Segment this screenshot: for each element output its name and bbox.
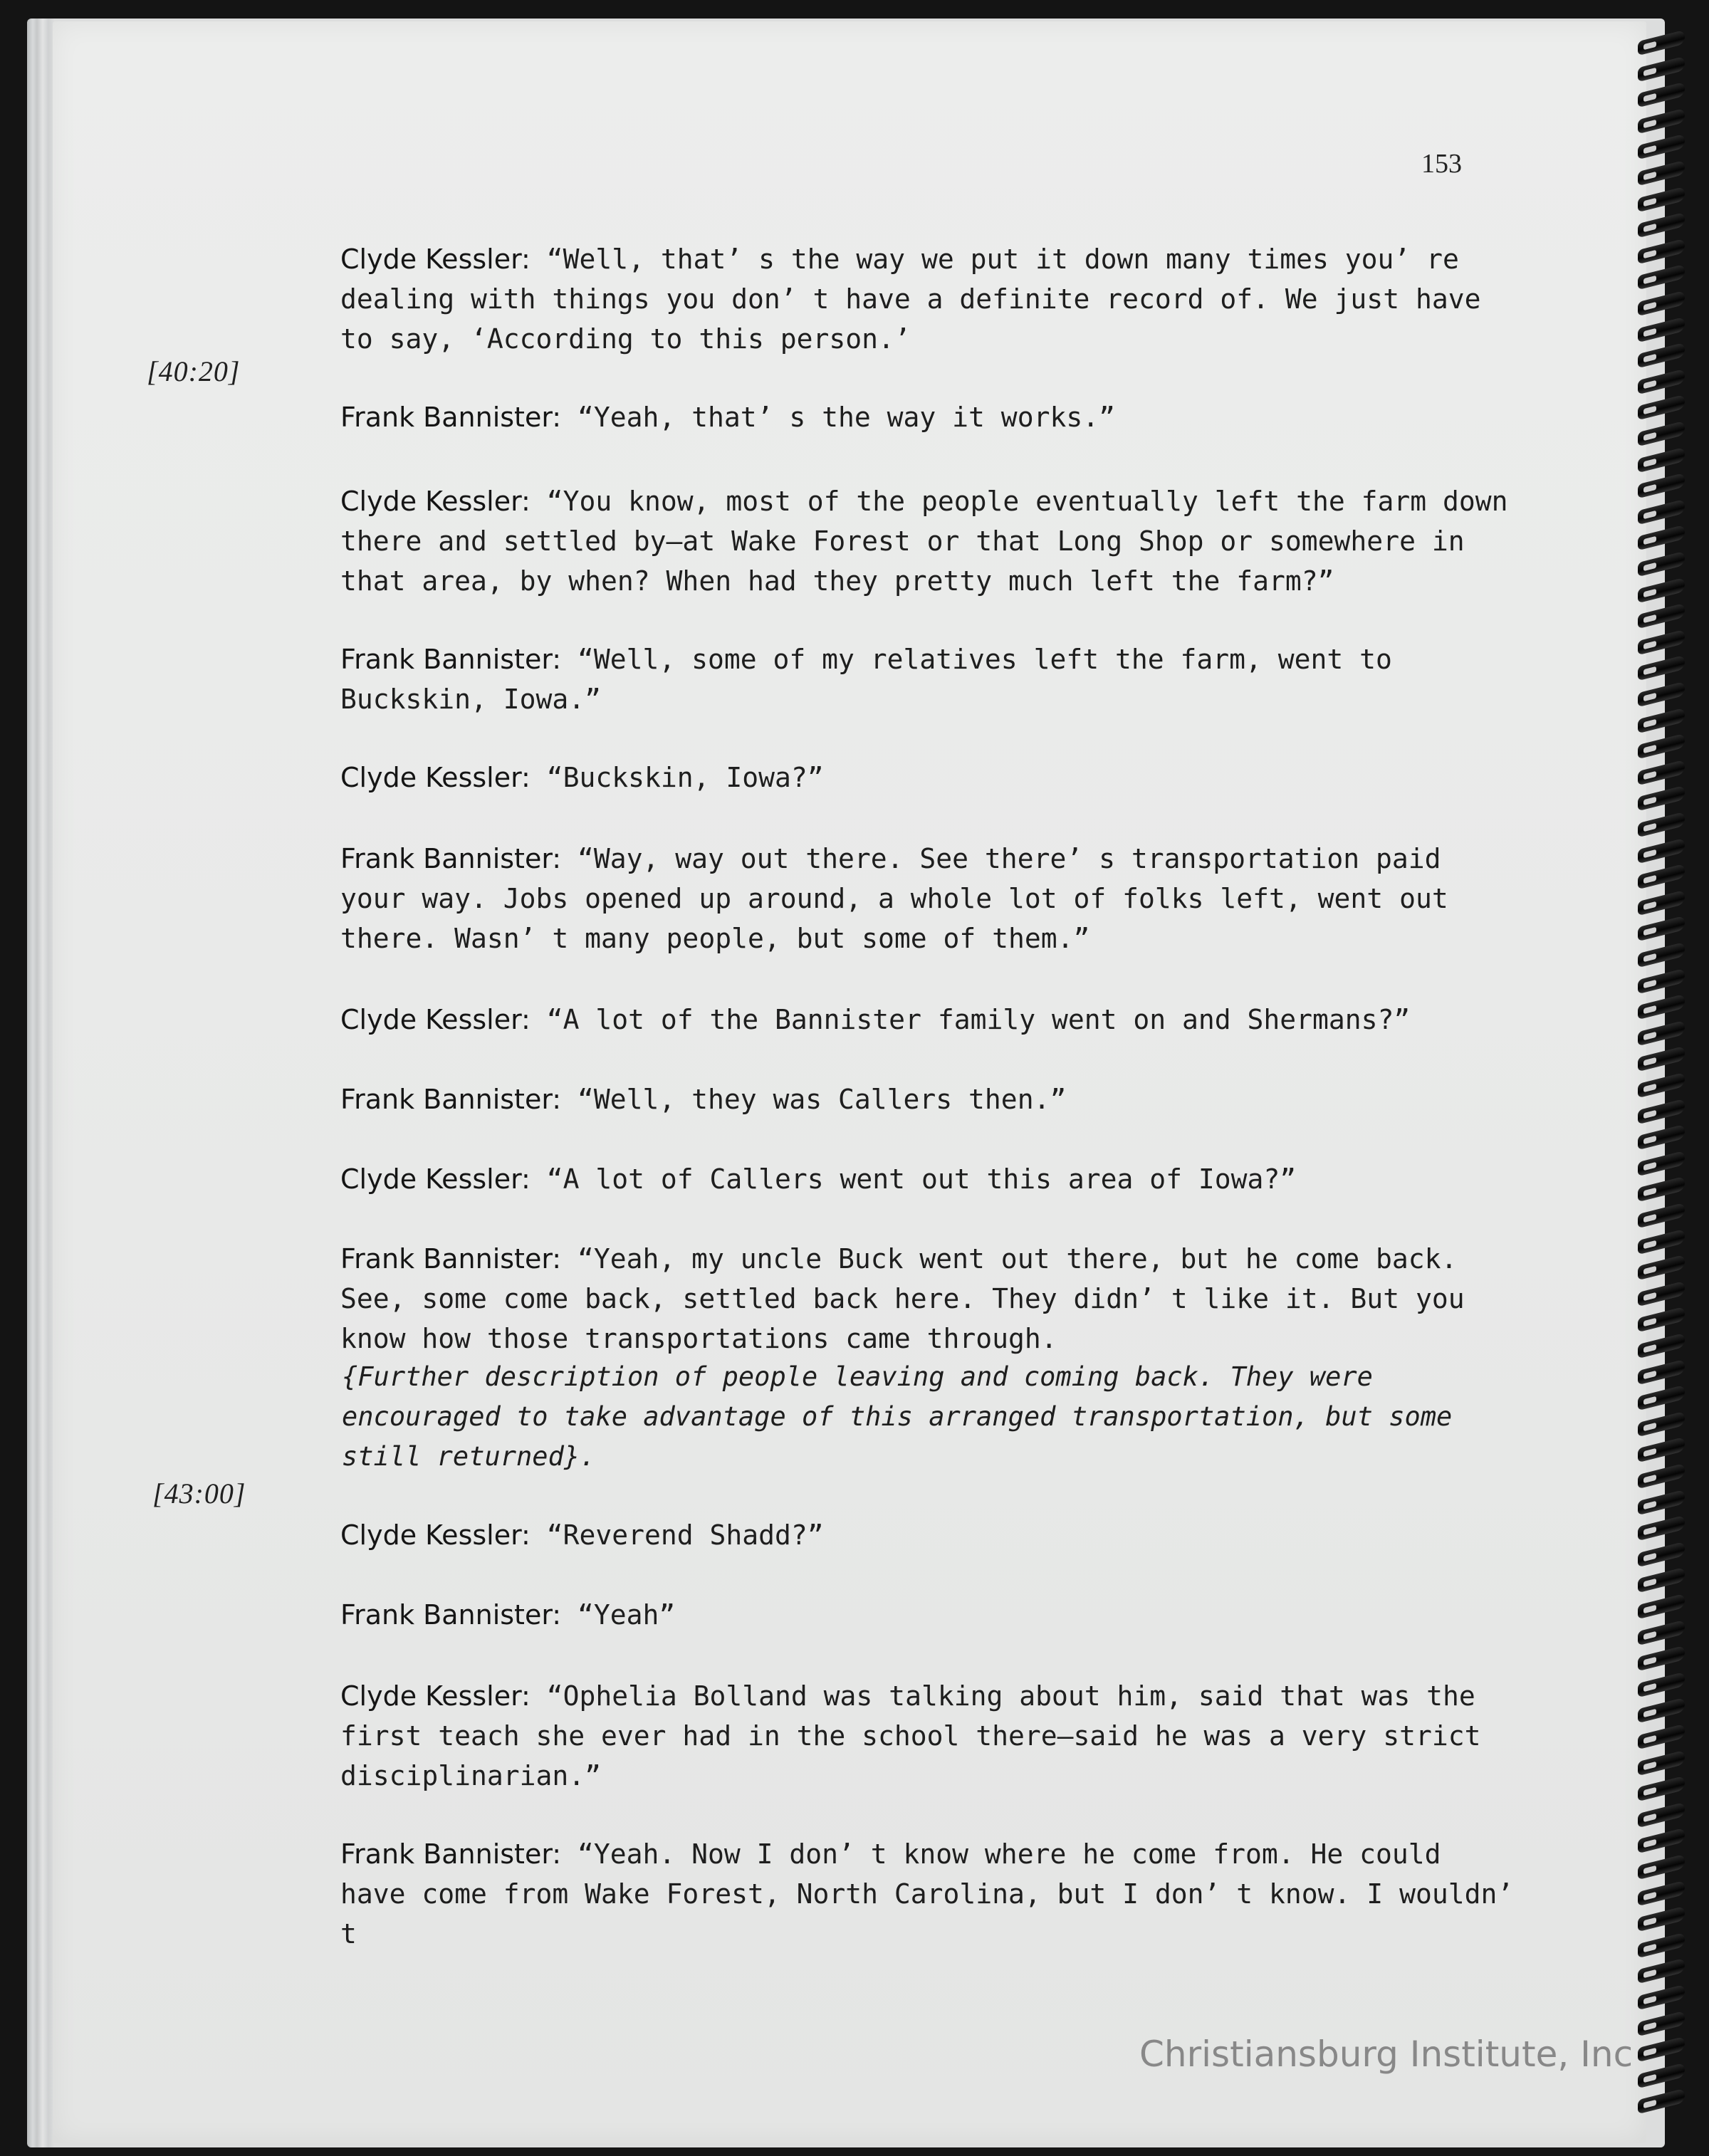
- entry-text: “Reverend Shadd?”: [546, 1519, 824, 1551]
- transcript-entry: [340, 1159, 1515, 1199]
- spiral-coil: [1638, 369, 1685, 394]
- spiral-coil: [1638, 1645, 1685, 1671]
- transcript-entry: [340, 639, 1515, 719]
- spiral-coil: [1638, 760, 1685, 785]
- transcript-entry: [340, 1676, 1515, 1796]
- spiral-coil: [1638, 1828, 1685, 1853]
- spiral-coil: [1638, 525, 1685, 550]
- spiral-coil: [1638, 2036, 1685, 2062]
- transcript-entry: [340, 239, 1515, 359]
- entry-text: “A lot of the Bannister family went on and Shermans?”: [546, 1004, 1411, 1035]
- spiral-coil: [1638, 1515, 1685, 1541]
- spiral-coil: [1638, 942, 1685, 968]
- spiral-coil: [1638, 1333, 1685, 1359]
- spiral-coil: [1638, 681, 1685, 707]
- spiral-coil: [1638, 212, 1685, 238]
- spiral-coil: [1638, 1124, 1685, 1150]
- transcript-entry: [340, 1079, 1515, 1119]
- spiral-coil: [1638, 446, 1685, 472]
- speaker-name: Frank Bannister:: [340, 843, 562, 874]
- transcript-entry: [340, 1595, 1515, 1635]
- spiral-coil: [1638, 186, 1685, 211]
- spiral-coil: [1638, 1203, 1685, 1228]
- spiral-coil: [1638, 1776, 1685, 1801]
- spiral-coil: [1638, 1098, 1685, 1124]
- spiral-coil: [1638, 1046, 1685, 1072]
- spiral-coil: [1638, 1567, 1685, 1593]
- spiral-coil: [1638, 785, 1685, 811]
- spiral-coil: [1638, 1385, 1685, 1411]
- transcript-entry: [340, 1515, 1515, 1555]
- spiral-coil: [1638, 1802, 1685, 1828]
- spiral-coil: [1638, 577, 1685, 602]
- page-number: 153: [1421, 149, 1462, 179]
- speaker-name: Frank Bannister:: [340, 1599, 562, 1631]
- spiral-coil: [1638, 291, 1685, 316]
- speaker-name: Clyde Kessler:: [340, 1004, 531, 1035]
- spiral-coil: [1638, 707, 1685, 733]
- speaker-name: Clyde Kessler:: [340, 244, 531, 275]
- spiral-coil: [1638, 1228, 1685, 1254]
- spiral-coil: [1638, 1151, 1685, 1176]
- spiral-coil: [1638, 134, 1685, 159]
- transcript-entry: [340, 758, 1515, 797]
- spiral-coil: [1638, 994, 1685, 1020]
- speaker-name: Clyde Kessler:: [340, 486, 531, 517]
- speaker-name: Frank Bannister:: [340, 1084, 562, 1115]
- speaker-name: Clyde Kessler:: [340, 762, 531, 793]
- entry-text: “Yeah, my uncle Buck went out there, but he come back. See, some come back, settled back here. They didn’ t like it. But you know how those transportations came through.: [340, 1243, 1465, 1354]
- spiral-coil: [1638, 342, 1685, 368]
- spiral-coil: [1638, 1281, 1685, 1307]
- entry-text: “Yeah. Now I don’ t know where he come from. He could have come from Wake Forest, North Carolina, but I don’ t know. I wouldn’ t: [340, 1838, 1514, 1950]
- entry-text: “Yeah, that’ s the way it works.”: [577, 402, 1115, 433]
- spiral-coil: [1638, 1020, 1685, 1046]
- spiral-coil: [1638, 1672, 1685, 1697]
- spiral-coil: [1638, 1359, 1685, 1384]
- transcript-entry: [340, 481, 1515, 601]
- spiral-coil: [1638, 968, 1685, 993]
- spiral-binding: [1638, 36, 1688, 2129]
- timestamp-marker: [40:20]: [147, 355, 241, 387]
- spiral-coil: [1638, 473, 1685, 498]
- spiral-coil: [1638, 264, 1685, 290]
- speaker-name: Clyde Kessler:: [340, 1163, 531, 1195]
- spiral-coil: [1638, 1255, 1685, 1280]
- spiral-coil: [1638, 812, 1685, 837]
- speaker-name: Frank Bannister:: [340, 1243, 562, 1275]
- speaker-name: Frank Bannister:: [340, 644, 562, 675]
- spiral-coil: [1638, 629, 1685, 655]
- spiral-coil: [1638, 837, 1685, 863]
- spiral-coil: [1638, 2010, 1685, 2036]
- spiral-coil: [1638, 1489, 1685, 1514]
- entry-text: “Ophelia Bolland was talking about him, said that was the first teach she ever had in the school there—said he was a very strict disciplinarian.”: [340, 1680, 1481, 1791]
- transcript-entry: [340, 839, 1515, 958]
- spiral-coil: [1638, 2063, 1685, 2088]
- spiral-coil: [1638, 890, 1685, 916]
- spiral-coil: [1638, 1594, 1685, 1619]
- spiral-coil: [1638, 1984, 1685, 2010]
- transcript-entry: [340, 1000, 1515, 1040]
- spiral-coil: [1638, 916, 1685, 941]
- transcript-entry: [340, 397, 1515, 437]
- watermark: Christiansburg Institute, Inc: [1139, 2034, 1634, 2075]
- speaker-name: Clyde Kessler:: [340, 1680, 531, 1712]
- spiral-coil: [1638, 1463, 1685, 1489]
- spiral-coil: [1638, 1880, 1685, 1905]
- spiral-coil: [1638, 160, 1685, 186]
- spiral-coil: [1638, 1854, 1685, 1880]
- spiral-coil: [1638, 1958, 1685, 1984]
- timestamp-marker: [43:00]: [152, 1477, 246, 1509]
- spiral-coil: [1638, 1411, 1685, 1437]
- spiral-coil: [1638, 499, 1685, 525]
- spiral-coil: [1638, 2088, 1685, 2114]
- entry-text: “Well, some of my relatives left the farm, went to Buckskin, Iowa.”: [340, 644, 1392, 715]
- spiral-coil: [1638, 1437, 1685, 1462]
- spiral-coil: [1638, 1307, 1685, 1332]
- spiral-coil: [1638, 864, 1685, 889]
- spiral-coil: [1638, 82, 1685, 108]
- spiral-coil: [1638, 1072, 1685, 1098]
- entry-text: “Yeah”: [577, 1599, 676, 1631]
- spiral-coil: [1638, 421, 1685, 446]
- entry-text: “Well, they was Callers then.”: [577, 1084, 1067, 1115]
- transcript-entry: [340, 1834, 1515, 1954]
- spiral-coil: [1638, 316, 1685, 342]
- entry-text: “A lot of Callers went out this area of Iowa?”: [546, 1163, 1297, 1195]
- speaker-name: Clyde Kessler:: [340, 1519, 531, 1551]
- spiral-coil: [1638, 551, 1685, 577]
- entry-text: “You know, most of the people eventually left the farm down there and settled by—at Wake Forest or that Long Shop or somewhere in that area, by when? When had they pretty much left the farm?”: [340, 486, 1508, 597]
- editorial-note: {Further description of people leaving and coming back. They were encouraged to take advantage of this arranged transportation, but some still returned}.: [342, 1361, 1453, 1472]
- spiral-coil: [1638, 1906, 1685, 1932]
- entry-text: “Way, way out there. See there’ s transportation paid your way. Jobs opened up around, a whole lot of folks left, went out there. Wasn’ t many people, but some of them.”: [340, 843, 1448, 954]
- spiral-coil: [1638, 108, 1685, 134]
- spiral-coil: [1638, 394, 1685, 420]
- speaker-name: Frank Bannister:: [340, 1838, 562, 1870]
- spiral-coil: [1638, 733, 1685, 759]
- spiral-coil: [1638, 1932, 1685, 1958]
- spiral-coil: [1638, 1749, 1685, 1775]
- speaker-name: Frank Bannister:: [340, 402, 562, 433]
- spiral-coil: [1638, 1619, 1685, 1645]
- spiral-coil: [1638, 1542, 1685, 1567]
- spiral-coil: [1638, 239, 1685, 264]
- spiral-coil: [1638, 603, 1685, 629]
- spiral-coil: [1638, 1176, 1685, 1202]
- spiral-coil: [1638, 56, 1685, 81]
- entry-text: “Buckskin, Iowa?”: [546, 762, 824, 793]
- spiral-coil: [1638, 1697, 1685, 1723]
- spiral-coil: [1638, 1724, 1685, 1749]
- transcript-entry: [340, 1239, 1515, 1359]
- entry-text: “Well, that’ s the way we put it down many times you’ re dealing with things you don’ t have a definite record of. We just have to say, ‘According to this person.’: [340, 244, 1481, 355]
- spiral-coil: [1638, 655, 1685, 681]
